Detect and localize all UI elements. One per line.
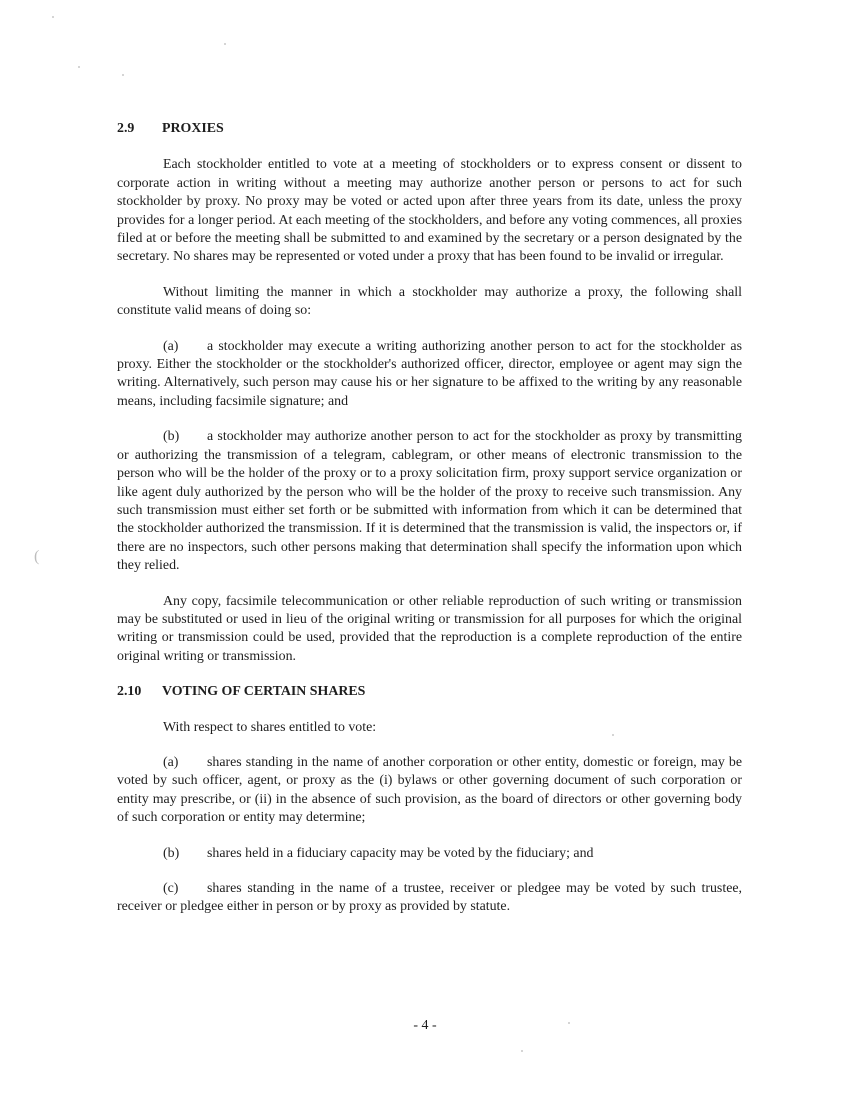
list-marker: (b) — [163, 845, 180, 861]
scan-speck — [224, 43, 226, 45]
scan-speck — [78, 66, 80, 68]
section-title: PROXIES — [162, 121, 224, 136]
list-item-text: a stockholder may authorize another person to act for the stockholder as proxy by transmitting or authorizing the transmission of a telegram, cablegram, or other means of electronic transmission to the person who will be the holder of the proxy or to a proxy solicitation firm, proxy support service organization or like agent duly authorized by the person who will be the holder of the proxy to receive such transmission. Any such transmission must either set forth or be submitted with information from which it can be determined that the stockholder authorized the transmission. If it is determined that the transmission is valid, the inspectors or, if there are no inspectors, such other persons making that determination shall specify the information upon which they relied. — [117, 429, 742, 574]
section-heading-2-10 — [117, 683, 742, 701]
scan-speck — [122, 74, 124, 76]
paragraph-proxies-general: Each stockholder entitled to vote at a meeting of stockholders or to express consent or dissent to corporate action in writing without a meeting may authorize another person or persons to act for such stockholder by proxy. No proxy may be voted or acted upon after three years from its date, unless the proxy provides for a longer period. At each meeting of the stockholders, and before any voting commences, all proxies filed at or before the meeting shall be submitted to and examined by the secretary or a person designated by the secretary. No shares may be represented or voted under a proxy that has been found to be invalid or irregular. — [117, 157, 742, 265]
list-item-proxy-b — [117, 428, 742, 575]
scan-margin-mark: ( — [34, 548, 40, 565]
section-heading-2-9 — [117, 120, 742, 138]
list-item-voting-a — [117, 754, 742, 828]
page-number: - 4 - — [413, 1018, 437, 1033]
list-marker: (a) — [163, 754, 179, 770]
document-body — [117, 120, 742, 917]
list-marker: (b) — [163, 429, 180, 445]
list-item-text: a stockholder may execute a writing authorizing another person to act for the stockholder as proxy. Either the stockholder or the stockholder's authorized officer, director, employee or agent may sign the writing. Alternatively, such person may cause his or her signature to be affixed to the writing by any reasonable means, including facsimile signature; and — [117, 338, 742, 409]
paragraph-proxy-reproduction: Any copy, facsimile telecommunication or other reliable reproduction of such writing or transmission may be substituted or used in lieu of the original writing or transmission for all purposes for which the original writing or transmission could be used, provided that the reproduction is a complete reproduction of the entire original writing or transmission. — [117, 593, 742, 664]
paragraph-voting-intro: With respect to shares entitled to vote: — [163, 719, 377, 735]
scan-speck — [52, 16, 54, 18]
section-title: VOTING OF CERTAIN SHARES — [162, 684, 366, 700]
scan-speck — [521, 1050, 523, 1052]
list-item-text: shares standing in the name of another corporation or other entity, domestic or foreign, may be voted by such officer, agent, or proxy as the (i) bylaws or other governing document of such corporation or entity may prescribe, or (ii) in the absence of such provision, as the board of directors or other governing body of such corporation or entity may determine; — [117, 754, 742, 826]
list-item-voting-b — [117, 845, 742, 863]
list-item-text: shares held in a fiduciary capacity may be voted by the fiduciary; and — [207, 845, 594, 861]
list-item-text: shares standing in the name of a trustee, receiver or pledgee may be voted by such trustee, receiver or pledgee either in person or by proxy as provided by statute. — [117, 881, 742, 915]
section-number: 2.10 — [117, 684, 142, 700]
list-item-proxy-a — [117, 338, 742, 412]
list-marker: (c) — [163, 881, 179, 896]
section-number: 2.9 — [117, 121, 135, 136]
list-marker: (a) — [163, 338, 179, 354]
paragraph-proxy-means-intro: Without limiting the manner in which a stockholder may authorize a proxy, the following shall constitute valid means of doing so: — [117, 284, 742, 319]
list-item-voting-c — [117, 880, 742, 917]
